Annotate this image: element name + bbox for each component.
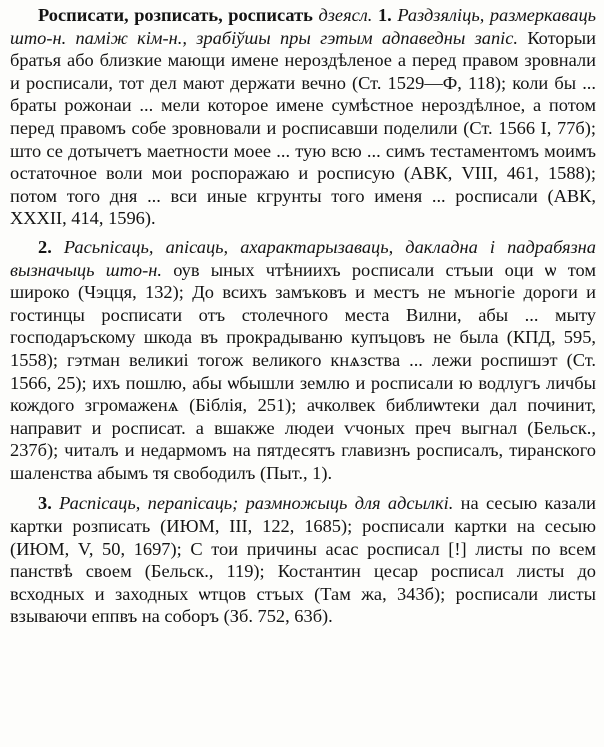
sense-2-number: 2. bbox=[38, 236, 52, 257]
sense-3-paragraph bbox=[10, 492, 596, 628]
sense-2-paragraph bbox=[10, 236, 596, 485]
sense-2-citations: оув ыных чтѣниихъ росписали стъыи оци ѡ том широко (Чэцця, 132); До всихъ замъковъ и местъ не мъногіе дороги и гостинцы росписати отъ столечного места Вилни, абы ... мыту господаръскому шкода въ прокрадываню купъцовъ не была (КПД, 595, 1558); гэтман великиі тогож великого кнѧзства ... лежи роспишэт (Ст. 1566, 25); ихъ пошлю, абы ѡбышли землю и росписали ю водлугъ личбы кождого згромаженѧ (Біблія, 251); ачколвек библиѡтеки дал починит, направит и росписат. а вшакже людеи ѵчоных преч выгнал (Бельск., 237б); читалъ и недармомъ на пятдесятъ главизнъ росписалъ, тиранского шаленства абымъ тя свободилъ (Пыт., 1). bbox=[10, 259, 596, 483]
sense-2-definition: Расьпісаць, апісаць, ахарактарызаваць, дакладна і падрабязна вызначыць што-н. bbox=[10, 236, 596, 280]
headword: Росписати, розписать, росписать bbox=[38, 5, 313, 25]
sense-1-paragraph bbox=[10, 4, 596, 230]
part-of-speech: дзеясл. bbox=[318, 5, 373, 25]
sense-3-number: 3. bbox=[38, 493, 52, 514]
sense-1-definition: Раздзяліць, размеркаваць што-н. паміж кім-н., зрабіўшы пры гэтым адпаведны запіс. bbox=[10, 5, 597, 48]
sense-3-definition: Распісаць, перапісаць; размножыць для адсылкі. bbox=[59, 493, 454, 514]
sense-3-citations: на сесыю казали картки розписать (ИЮМ, III, 122, 1685); росписали картки на сесыю (ИЮМ, V, 50, 1697); С тои причины асас росписал [!] листы по всем панствѣ своем (Бельск., 119); Костантин цесар росписал листы до всходных и заходных ѡтцов стъых (Там жа, 343б); росписали листы взываючи еппвъ на соборъ (Зб. 752, 63б). bbox=[10, 493, 596, 627]
sense-1-citations: Которыи братья або близкие мающи имене нероздѣленое а перед правом зровнали и росписали, тот дел мают держати вечно (Ст. 1529—Ф, 118); коли бы ... браты рожонаи ... мели которое имене сумѣстное нероздѣлное, а потом перед правомъ собе зровновали и росписавши поделили (Ст. 1566 I, 77б); што се дотычетъ маетности моее ... тую всю ... симъ тестаментомъ моимъ остаточное воли мои роспоражаю и росписую (АВК, VIII, 461, 1588); потом того дня ... вси иные кгрунты того именя ... росписали (АВК, XXXII, 414, 1596). bbox=[10, 27, 596, 229]
sense-1-number: 1. bbox=[377, 5, 392, 25]
